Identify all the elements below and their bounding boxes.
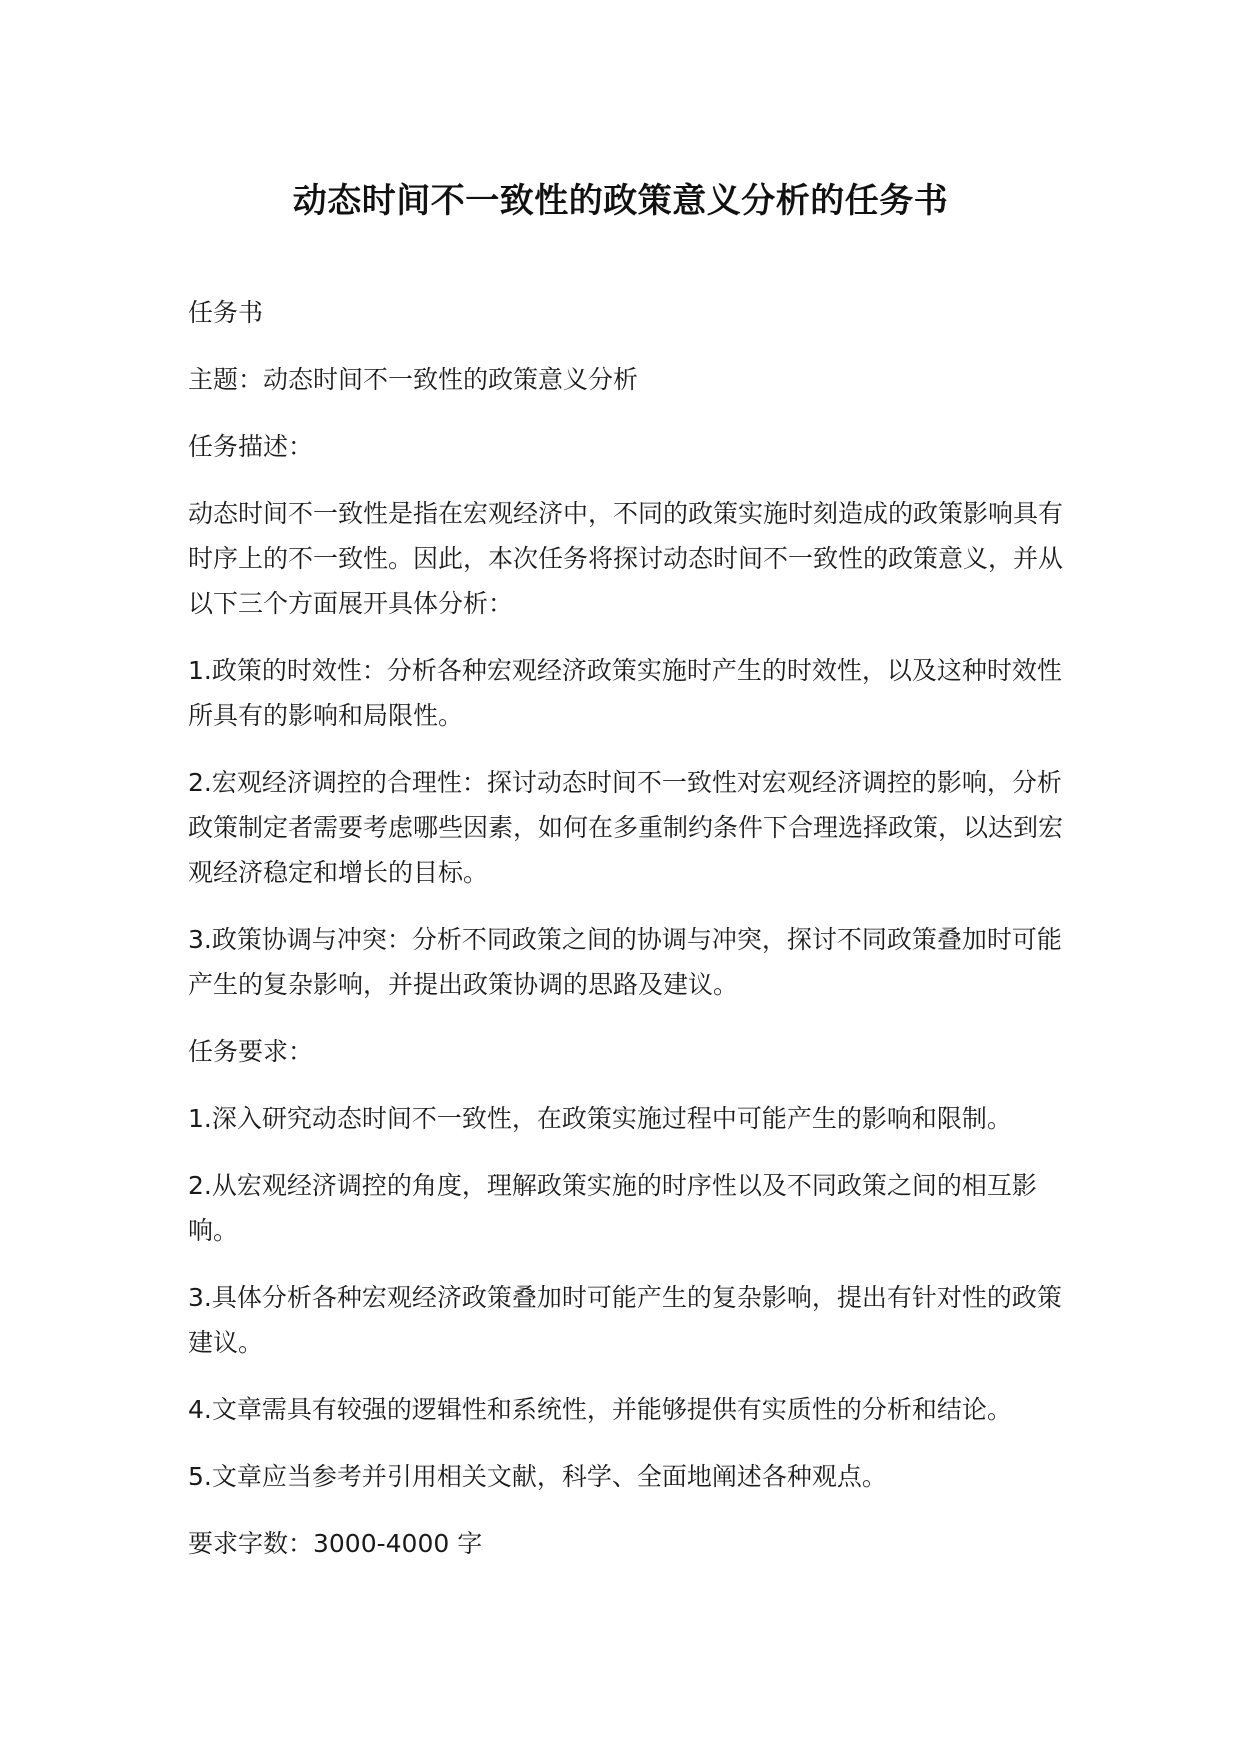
topic-line: 主题：动态时间不一致性的政策意义分析 [188, 365, 639, 394]
requirement-item-3: 3.具体分析各种宏观经济政策叠加时可能产生的复杂影响，提出有针对性的政策建议。 [188, 1283, 1062, 1357]
section-heading-task-book: 任务书 [188, 298, 264, 327]
requirement-item-1: 1.深入研究动态时间不一致性，在政策实施过程中可能产生的影响和限制。 [188, 1104, 1012, 1133]
requirement-item-2: 2.从宏观经济调控的角度，理解政策实施的时序性以及不同政策之间的相互影响。 [188, 1171, 1037, 1245]
section-heading-task-requirements: 任务要求： [188, 1037, 314, 1066]
analysis-item-3: 3.政策协调与冲突：分析不同政策之间的协调与冲突，探讨不同政策叠加时可能产生的复杂影响，并提出政策协调的思路及建议。 [188, 925, 1062, 999]
analysis-item-1: 1.政策的时效性：分析各种宏观经济政策实施时产生的时效性，以及这种时效性所具有的影响和局限性。 [188, 656, 1062, 730]
description-paragraph: 动态时间不一致性是指在宏观经济中，不同的政策实施时刻造成的政策影响具有时序上的不一致性。因此，本次任务将探讨动态时间不一致性的政策意义，并从以下三个方面展开具体分析： [188, 499, 1064, 618]
requirement-item-5: 5.文章应当参考并引用相关文献，科学、全面地阐述各种观点。 [188, 1462, 887, 1491]
analysis-item-2: 2.宏观经济调控的合理性：探讨动态时间不一致性对宏观经济调控的影响，分析政策制定者需要考虑哪些因素，如何在多重制约条件下合理选择政策，以达到宏观经济稳定和增长的目标。 [188, 768, 1064, 887]
requirement-item-4: 4.文章需具有较强的逻辑性和系统性，并能够提供有实质性的分析和结论。 [188, 1395, 1012, 1424]
document-title: 动态时间不一致性的政策意义分析的任务书 [292, 181, 949, 221]
word-count-requirement: 要求字数：3000-4000 字 [188, 1529, 483, 1558]
document-body [188, 290, 1068, 1588]
section-heading-task-description: 任务描述： [188, 432, 314, 461]
